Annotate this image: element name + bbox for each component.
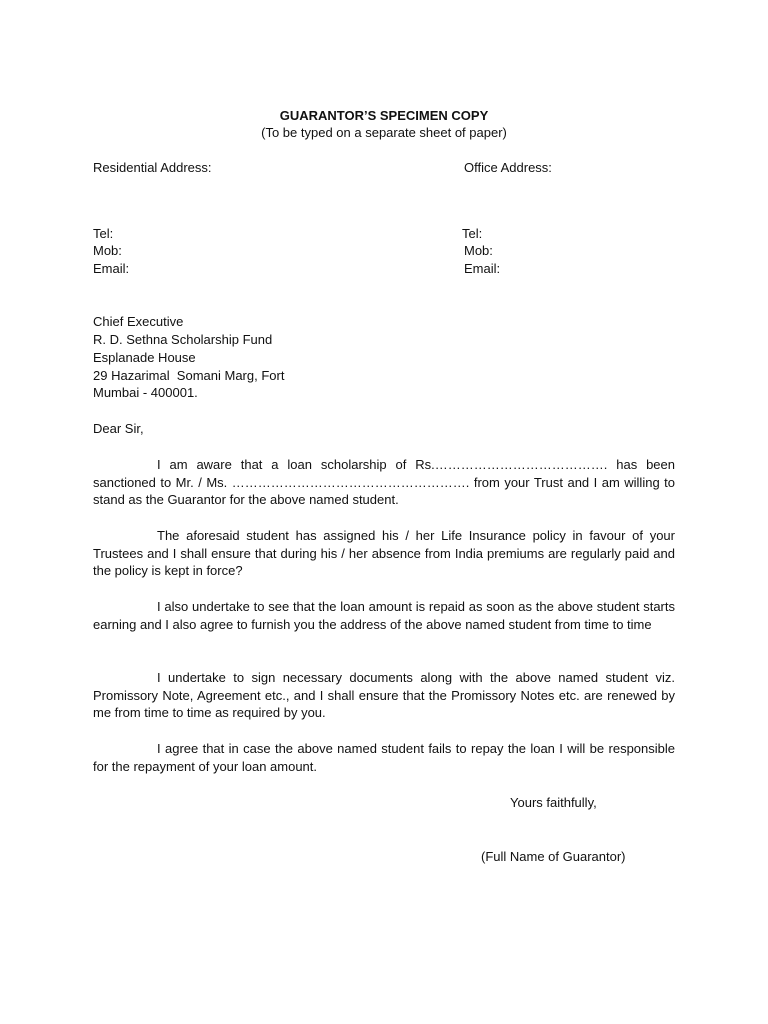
recipient-line-4: 29 Hazarimal Somani Marg, Fort bbox=[93, 368, 285, 383]
office-address-heading: Office Address: bbox=[464, 160, 552, 175]
body-paragraph-3-text: I also undertake to see that the loan amount is repaid as soon as the above student starts earning and I also agree to furnish you the address of the above named student from time to time bbox=[93, 599, 675, 632]
body-paragraph-5 bbox=[93, 740, 675, 775]
body-paragraph-4-text: I undertake to sign necessary documents along with the above named student viz. Promissory Note, Agreement etc., and I shall ensure that the Promissory Notes etc. are renewed by me from time to time as required by you. bbox=[93, 670, 675, 721]
recipient-line-5: Mumbai - 400001. bbox=[93, 385, 198, 400]
recipient-line-1: Chief Executive bbox=[93, 314, 184, 329]
body-paragraph-2 bbox=[93, 527, 675, 580]
recipient-line-3: Esplanade House bbox=[93, 350, 196, 365]
body-paragraph-1 bbox=[93, 456, 675, 509]
residential-mob-label: Mob: bbox=[93, 243, 122, 258]
residential-email-label: Email: bbox=[93, 261, 130, 276]
body-paragraph-3 bbox=[93, 598, 675, 633]
body-paragraph-2-text: The aforesaid student has assigned his / her Life Insurance policy in favour of your Trustees and I shall ensure that during his / her absence from India premiums are regularly paid and the policy is kept in force? bbox=[93, 528, 675, 579]
body-paragraph-4 bbox=[93, 669, 675, 722]
recipient-line-2: R. D. Sethna Scholarship Fund bbox=[93, 332, 273, 347]
closing-line: Yours faithfully, bbox=[510, 795, 597, 810]
office-tel-label: Tel: bbox=[462, 226, 483, 241]
residential-tel-label: Tel: bbox=[93, 226, 114, 241]
body-paragraph-5-text: I agree that in case the above named student fails to repay the loan I will be responsible for the repayment of your loan amount. bbox=[93, 741, 675, 774]
document-subtitle: (To be typed on a separate sheet of paper) bbox=[261, 125, 507, 140]
signature-label: (Full Name of Guarantor) bbox=[481, 849, 626, 864]
office-email-label: Email: bbox=[464, 261, 501, 276]
residential-address-heading: Residential Address: bbox=[93, 160, 212, 175]
office-mob-label: Mob: bbox=[464, 243, 493, 258]
body-paragraph-1-text: I am aware that a loan scholarship of Rs.…………………………………. has been sanctioned to Mr. / Ms. ………………………………………………. from your Trust and I am willing to stand as the Guarantor for the above named student. bbox=[93, 457, 675, 508]
salutation: Dear Sir, bbox=[93, 421, 144, 436]
document-title: GUARANTOR’S SPECIMEN COPY bbox=[279, 108, 489, 123]
